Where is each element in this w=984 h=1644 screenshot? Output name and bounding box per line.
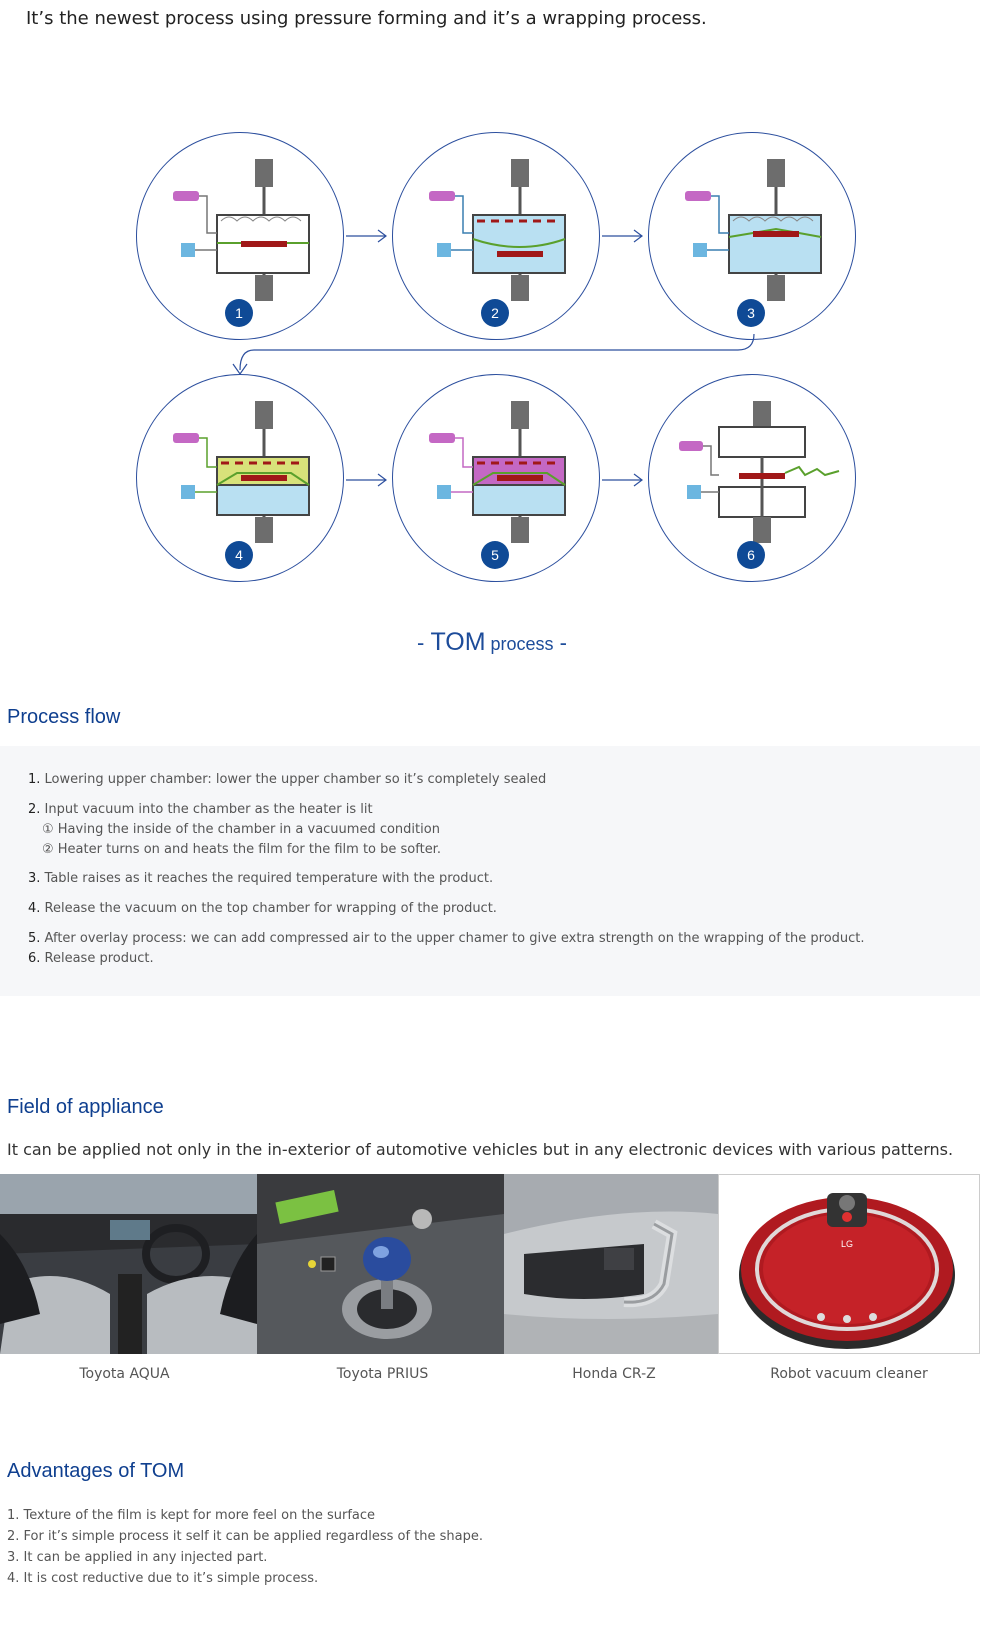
process-flow-list: [28, 772, 865, 971]
flow-subitem-1: ① Having the inside of the chamber in a vacuumed condition: [42, 822, 440, 837]
step-4-circle: [136, 374, 344, 582]
flow-item-num: 2.: [28, 802, 41, 817]
step-6-badge: 6: [737, 541, 765, 569]
flow-item-num: 4.: [28, 901, 41, 916]
step-1-circle: [136, 132, 344, 340]
step-3-circle: [648, 132, 856, 340]
arrow-4-to-5: [346, 472, 388, 488]
flow-item-text: Table raises as it reaches the required temperature with the product.: [40, 871, 494, 886]
photo-honda-crz: [504, 1174, 718, 1354]
flow-item-text: Input vacuum into the chamber as the heater is lit: [40, 802, 373, 817]
flow-item-num: 1.: [28, 772, 41, 787]
caption-dash-right: -: [553, 630, 568, 655]
caption-main: TOM: [430, 628, 486, 656]
flow-subitem-2: ② Heater turns on and heats the film for the film to be softer.: [42, 842, 441, 857]
flow-item-num: 5.: [28, 931, 41, 946]
intro-text: It’s the newest process using pressure forming and it’s a wrapping process.: [26, 8, 707, 29]
step-2-badge: 2: [481, 299, 509, 327]
flow-item-num: 6.: [28, 951, 41, 966]
photo-robot-vacuum-cleaner: [718, 1174, 980, 1354]
step-3-badge: 3: [737, 299, 765, 327]
tom-process-caption: [0, 628, 984, 657]
step-5-badge: 5: [481, 541, 509, 569]
flow-item-3: [28, 871, 865, 901]
field-of-appliance-title: Field of appliance: [7, 1096, 164, 1118]
flow-item-text: Release the vacuum on the top chamber for wrapping of the product.: [40, 901, 497, 916]
advantage-item: 4. It is cost reductive due to it’s simple process.: [7, 1571, 319, 1586]
step-1-badge: 1: [225, 299, 253, 327]
photo-toyota-prius: [257, 1174, 504, 1354]
arrow-5-to-6: [602, 472, 644, 488]
advantage-item: 3. It can be applied in any injected part.: [7, 1550, 268, 1565]
flow-item-text: Release product.: [40, 951, 154, 966]
process-flow-box: [0, 746, 980, 996]
arrow-3-to-4: [230, 334, 760, 380]
advantage-item: 2. For it’s simple process it self it can be applied regardless of the shape.: [7, 1529, 483, 1544]
flow-item-5: [28, 931, 865, 951]
tom-process-diagram: [0, 120, 984, 680]
advantages-list: [7, 1508, 483, 1592]
flow-item-6: [28, 951, 865, 971]
flow-item-text: Lowering upper chamber: lower the upper chamber so it’s completely sealed: [40, 772, 547, 787]
step-5-circle: [392, 374, 600, 582]
caption-sub: process: [485, 634, 554, 654]
flow-item-2: [28, 802, 865, 822]
step-4-badge: 4: [225, 541, 253, 569]
photo-label-toyota-prius: Toyota PRIUS: [336, 1366, 429, 1382]
photo-label-toyota-aqua: Toyota AQUA: [79, 1366, 170, 1382]
photo-label-honda-crz: Honda CR-Z: [572, 1366, 656, 1382]
advantage-item: 1. Texture of the film is kept for more feel on the surface: [7, 1508, 376, 1523]
robot-vacuum-logo: LG: [840, 1239, 854, 1249]
arrow-1-to-2: [346, 228, 388, 244]
process-flow-title: Process flow: [7, 706, 121, 728]
flow-item-text: After overlay process: we can add compressed air to the upper chamer to give extra strength on the wrapping of the product.: [40, 931, 865, 946]
advantages-title: Advantages of TOM: [7, 1460, 185, 1482]
step-6-circle: [648, 374, 856, 582]
flow-item-4: [28, 901, 865, 931]
flow-item-num: 3.: [28, 871, 41, 886]
step-2-circle: [392, 132, 600, 340]
field-of-appliance-subtitle: It can be applied not only in the in-exterior of automotive vehicles but in any electronic devices with various patterns.: [7, 1140, 954, 1159]
photo-label-robot-vacuum: Robot vacuum cleaner: [770, 1366, 928, 1382]
flow-item-1: [28, 772, 865, 802]
arrow-2-to-3: [602, 228, 644, 244]
caption-dash-left: -: [416, 630, 431, 655]
photo-toyota-aqua: [0, 1174, 257, 1354]
